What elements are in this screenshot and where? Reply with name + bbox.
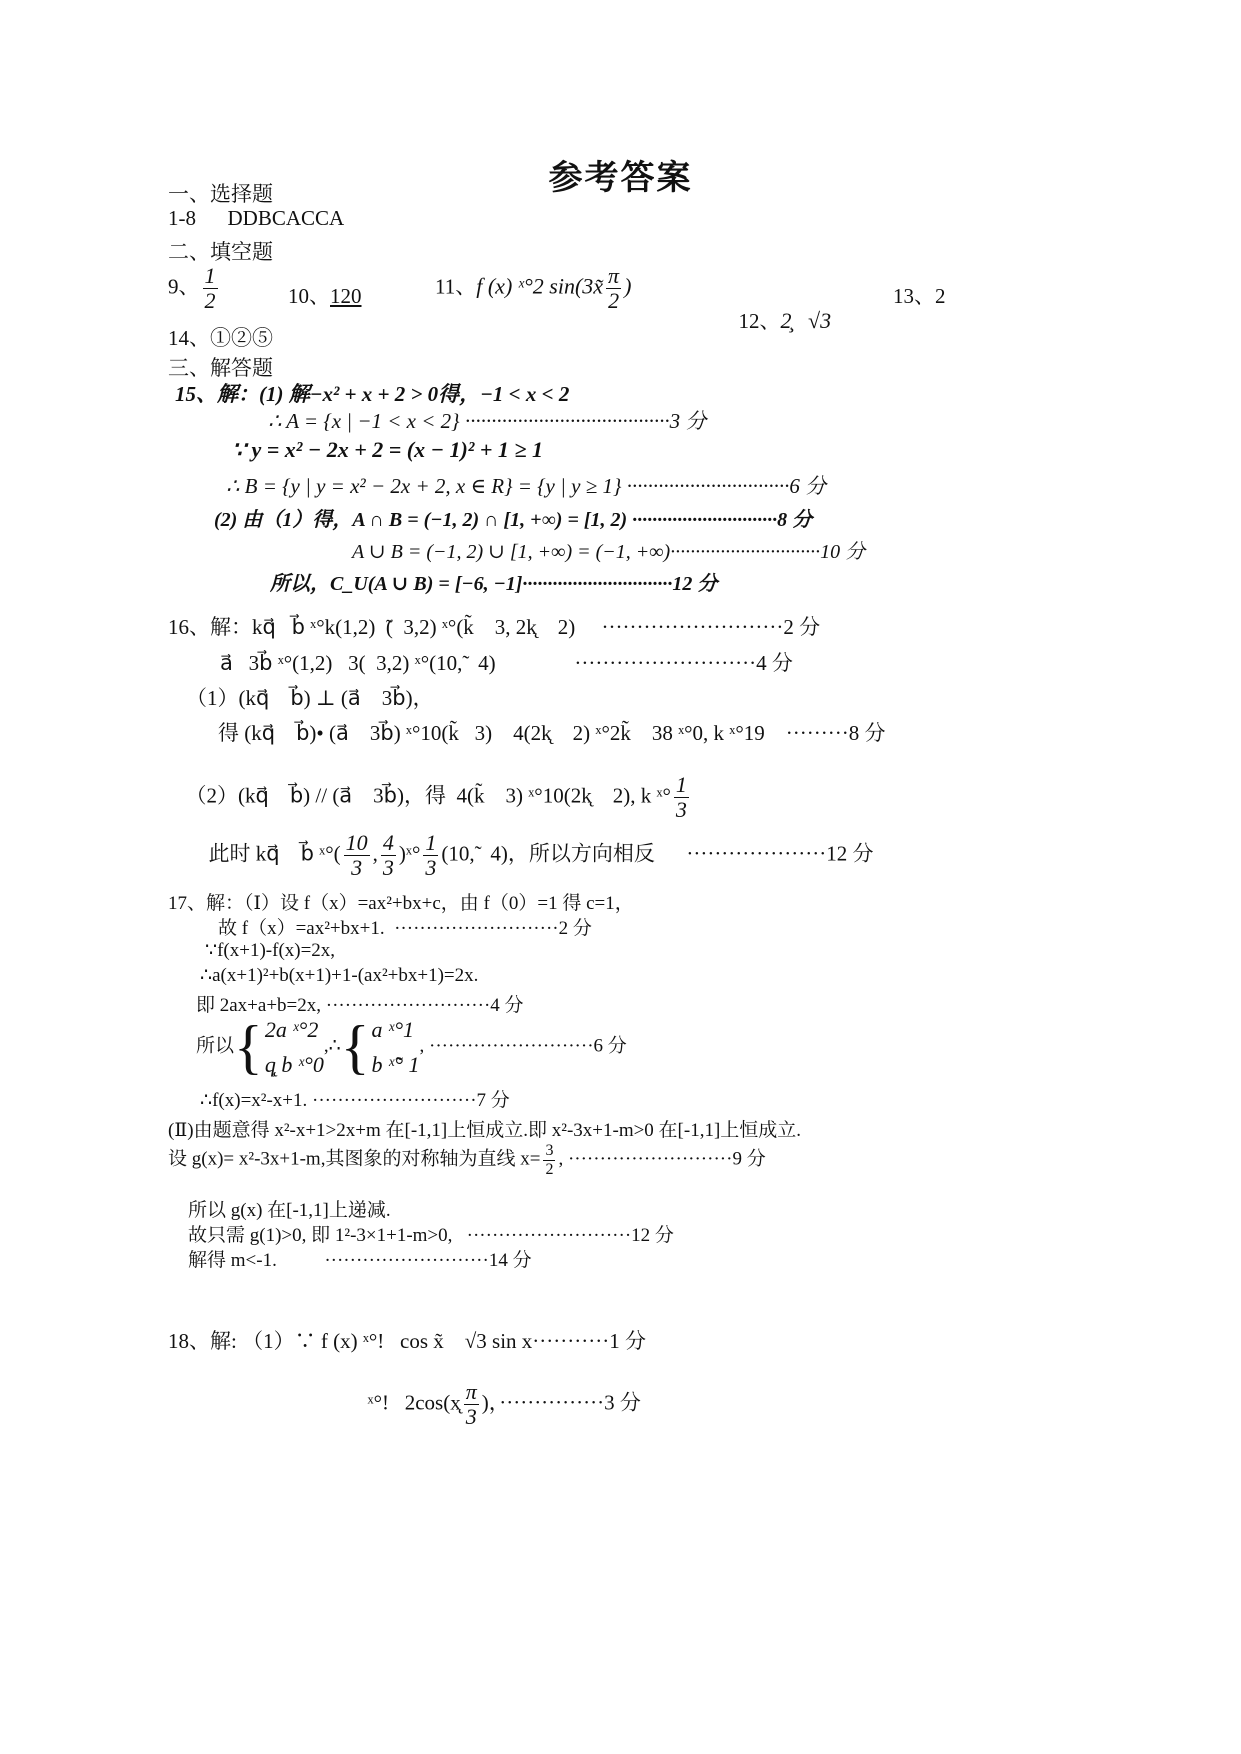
q16-line-5: （2）(kq⃗ b⃗) // (a⃗ 3b⃗)，得 4(k̃ 3) ˣ°10(2k̨ 2), k ˣ° $\frac{1}{3}$ <box>185 772 687 823</box>
q17-line-4: ∴a(x+1)²+b(x+1)+1-(ax²+bx+1)=2x. <box>200 965 479 986</box>
q16-line-6: 此时 kq⃗ b⃗ ˣ°( $\frac{10}{3}$ , $\frac{4}{3}$ )ˣ° $\frac{1}{3}$ (10,̃ 4)，所以方向相反 ····················12 分 <box>208 830 874 881</box>
answer-13: 13、2 <box>893 284 946 308</box>
q17-line-7: (Ⅱ)由题意得 x²-x+1>2x+m 在[-1,1]上恒成立.即 x²-3x+1-m>0 在[-1,1]上恒成立. <box>168 1120 802 1141</box>
answer-14: 14、①②⑤ <box>168 326 273 350</box>
q15-line-5: (2) 由（1）得，A ∩ B = (−1, 2) ∩ [1, +∞) = [1, 2) ·····························8 分 <box>214 509 813 531</box>
q15-line-7: 所以，C_U(A ∪ B) = [−6, −1]······························12 分 <box>270 573 718 595</box>
q9-fraction: $\frac{1}{2}$ <box>204 263 216 314</box>
answer-9 <box>168 264 221 313</box>
section-heading-solve: 三、解答题 <box>168 356 273 380</box>
q17-line-11: 解得 m<-1. ··························14 分 <box>188 1250 532 1271</box>
q15-line-1: 15、解：(1) 解−x² + x + 2 > 0得，−1 < x < 2 <box>175 382 570 406</box>
q16-k-fraction: $\frac{1}{3}$ <box>675 772 687 823</box>
section-heading-choice: 一、选择题 <box>168 182 273 206</box>
q17-line-3: ∵f(x+1)-f(x)=2x, <box>205 940 336 961</box>
answer-1-8: 1-8 DDBCACCA <box>168 206 345 230</box>
q16-line-2: a⃗ 3b⃗ ˣ°(1,2) 3( 3,2) ˣ°(10,̃ 4) ··························4 分 <box>220 651 793 675</box>
q15-line-3: ∵ y = x² − 2x + 2 = (x − 1)² + 1 ≥ 1 <box>232 437 543 462</box>
q17-line-8: 设 g(x)= x²-3x+1-m,其图象的对称轴为直线 x= $\frac{3}{2}$ , ··························9 分 <box>168 1142 766 1178</box>
answer-12: 12、2̧ √3 <box>738 308 832 333</box>
q18-line-2: ˣ°! 2cos(x̨ $\frac{\pi}{3}$ )，···············3 分 <box>367 1379 641 1430</box>
q16-line-3: （1）(kq⃗ b⃗) ⊥ (a⃗ 3b⃗)， <box>186 686 434 710</box>
q17-line-5: 即 2ax+a+b=2x, ··························4 分 <box>196 995 524 1016</box>
q17-system: 所以{ 2a ˣ°2 q̨ b ˣ°0 ,∴{ a ˣ°1 b ˣ̃° 1 , ··························6 分 <box>196 1014 627 1081</box>
q17-line-2: 故 f（x）=ax²+bx+1. ··························2 分 <box>218 918 592 939</box>
q17-line-9: 所以 g(x) 在[-1,1]上递减. <box>188 1200 391 1221</box>
q17-line-1: 17、解：（Ⅰ）设 f（x）=ax²+bx+c，由 f（0）=1 得 c=1， <box>168 893 634 914</box>
q18-line-1: 18、解: （1）∵ f (x) ˣ°! cos x̃ √3 sin x···········1 分 <box>168 1329 646 1353</box>
q15-line-2: ∴ A = {x | −1 < x < 2} ·······································3 分 <box>268 409 707 433</box>
q17-line-6: ∴f(x)=x²-x+1. ··························7 分 <box>200 1090 510 1111</box>
q15-line-6: A ∪ B = (−1, 2) ∪ [1, +∞) = (−1, +∞)······························10 分 <box>352 541 866 563</box>
page-title: 参考答案 <box>548 160 693 197</box>
section-heading-fill: 二、填空题 <box>168 240 273 264</box>
answer-11: 11、f (x) ˣ°2 sin(3x̃ $\frac{\pi}{2}$ ) <box>435 263 632 314</box>
q10-value: 120 <box>330 284 362 308</box>
q15-line-4: ∴ B = {y | y = x² − 2x + 2, x ∈ R} = {y | y ≥ 1} ·······························6 分 <box>226 474 827 498</box>
q16-line-1: 16、解：kq⃗ b⃗ ˣ°k(1,2) ̃( 3,2) ˣ°(k̃ 3, 2k̨ 2) ··························2 分 <box>168 615 821 639</box>
answer-10: 10、120 <box>288 284 362 308</box>
q17-line-10: 故只需 g(1)>0, 即 1²-3×1+1-m>0, ··························12 分 <box>188 1225 674 1246</box>
q16-line-4: 得 (kq⃗ b⃗)• (a⃗ 3b⃗) ˣ°10(k̃ 3) 4(2k̨ 2) ˣ°2k̃ 38 ˣ°0, k ˣ°19 ·········8 分 <box>218 721 886 745</box>
q9-label: 9、 <box>168 274 200 299</box>
